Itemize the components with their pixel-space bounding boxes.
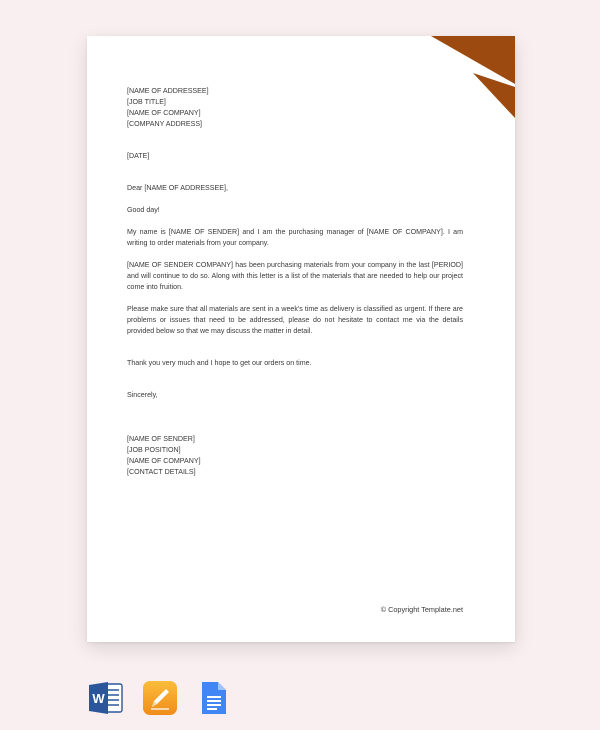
copyright-footer: © Copyright Template.net — [380, 605, 463, 614]
letter-page — [87, 36, 515, 642]
word-icon[interactable] — [88, 680, 124, 716]
addressee-block — [127, 86, 463, 130]
paragraph-2: [NAME OF SENDER COMPANY] has been purchasing materials from your company in the last [PERIOD] and will continue to do so. Along with this letter is a list of the materials that are needed to help our project come into fruition. — [127, 261, 463, 291]
sign-off: Sincerely, — [127, 391, 158, 399]
pages-icon[interactable] — [142, 680, 178, 716]
addressee-company: [NAME OF COMPANY] — [127, 109, 201, 117]
letter-body — [127, 86, 463, 478]
salutation: Dear [NAME OF ADDRESSEE], — [127, 184, 228, 192]
sender-contact: [CONTACT DETAILS] — [127, 468, 196, 476]
google-docs-icon[interactable] — [196, 680, 232, 716]
greeting: Good day! — [127, 206, 160, 214]
letter-date: [DATE] — [127, 152, 150, 160]
closing-line: Thank you very much and I hope to get our orders on time. — [127, 359, 312, 367]
addressee-name: [NAME OF ADDRESSEE] — [127, 87, 209, 95]
corner-triangle-large — [431, 36, 515, 84]
sender-job-position: [JOB POSITION] — [127, 446, 181, 454]
paragraph-3: Please make sure that all materials are sent in a week's time as delivery is classified as urgent. If there are problems or issues that need to be addressed, please do not hesitate to contact me via the details provided below so that we may discuss the matter in detail. — [127, 305, 463, 335]
addressee-address: [COMPANY ADDRESS] — [127, 120, 203, 128]
addressee-job-title: [JOB TITLE] — [127, 98, 166, 106]
sender-name: [NAME OF SENDER] — [127, 435, 195, 443]
sender-block — [127, 434, 463, 478]
sender-company: [NAME OF COMPANY] — [127, 457, 201, 465]
word-icon-letter: W — [92, 691, 105, 706]
paragraph-1: My name is [NAME OF SENDER] and I am the purchasing manager of [NAME OF COMPANY]. I am writing to order materials from your company. — [127, 228, 463, 247]
